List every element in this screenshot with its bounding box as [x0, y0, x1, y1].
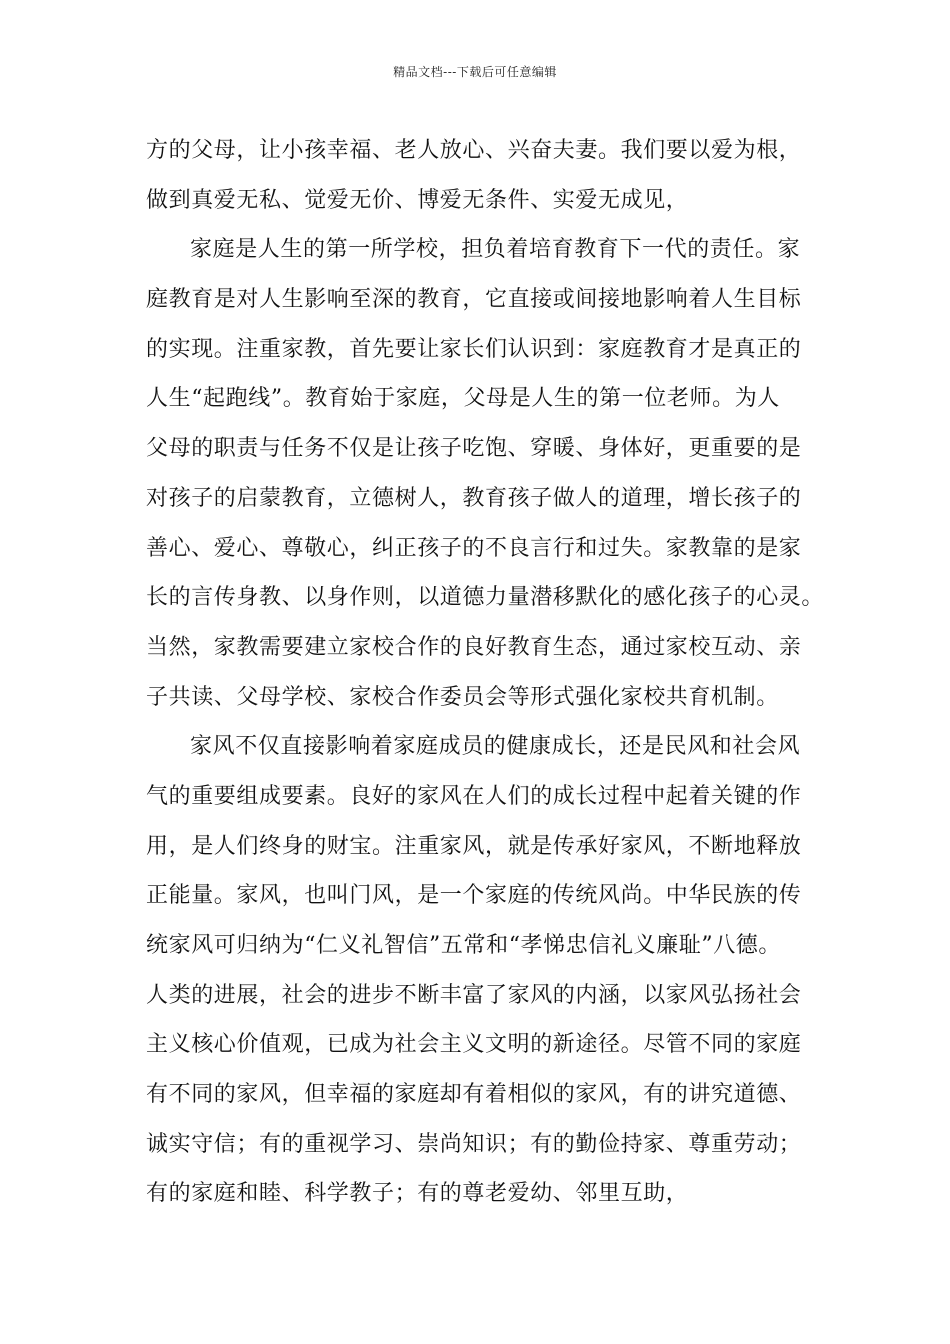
- document-body: [146, 126, 825, 1219]
- text-line: 当然，家教需要建立家校合作的良好教育生态，通过家校互动、亲: [146, 634, 802, 660]
- text-line: 统家风可归纳为“仁义礼智信”五常和“孝悌忠信礼义廉耻”八德。: [146, 933, 781, 958]
- text-line: 正能量。家风，也叫门风，是一个家庭的传统风尚。中华民族的传: [146, 883, 802, 909]
- text-line: 主义核心价值观，已成为社会主义文明的新途径。尽管不同的家庭: [146, 1032, 802, 1058]
- text-line: 父母的职责与任务不仅是让孩子吃饱、穿暖、身体好，更重要的是: [146, 436, 802, 462]
- text-line: 气的重要组成要素。良好的家风在人们的成长过程中起着关键的作: [146, 783, 802, 809]
- text-line: 对孩子的启蒙教育，立德树人，教育孩子做人的道理，增长孩子的: [146, 485, 802, 511]
- text-line: 善心、爱心、尊敬心，纠正孩子的不良言行和过失。家教靠的是家: [146, 535, 802, 561]
- text-line: 子共读、父母学校、家校合作委员会等形式强化家校共育机制。: [146, 684, 779, 710]
- paragraph-first-line: 家庭是人生的第一所学校，担负着培育教育下一代的责任。家: [190, 237, 801, 263]
- text-line: 有的家庭和睦、科学教子；有的尊老爱幼、邻里互助，: [146, 1181, 689, 1207]
- text-line: 人生“起跑线”。教育始于家庭，父母是人生的第一位老师。为人: [146, 386, 780, 412]
- paragraph-first-line: 家风不仅直接影响着家庭成员的健康成长，还是民风和社会风: [190, 734, 801, 760]
- text-line: 庭教育是对人生影响至深的教育，它直接或间接地影响着人生目标: [146, 287, 802, 313]
- text-line: 方的父母，让小孩幸福、老人放心、兴奋夫妻。我们要以爱为根，: [146, 138, 802, 163]
- text-line: 做到真爱无私、觉爱无价、博爱无条件、实爱无成见，: [146, 187, 689, 213]
- text-line: 的实现。注重家教，首先要让家长们认识到：家庭教育才是真正的: [146, 336, 802, 362]
- text-line: 长的言传身教、以身作则，以道德力量潜移默化的感化孩子的心灵。: [146, 585, 825, 611]
- page-header: 精品文档---下载后可任意编辑: [393, 65, 557, 79]
- text-line: 有不同的家风，但幸福的家庭却有着相似的家风，有的讲究道德、: [146, 1082, 802, 1108]
- text-line: 用，是人们终身的财宝。注重家风，就是传承好家风，不断地释放: [146, 833, 802, 859]
- text-line: 人类的进展，社会的进步不断丰富了家风的内涵，以家风弘扬社会: [146, 982, 802, 1008]
- text-line: 诚实守信；有的重视学习、崇尚知识；有的勤俭持家、尊重劳动；: [146, 1131, 802, 1157]
